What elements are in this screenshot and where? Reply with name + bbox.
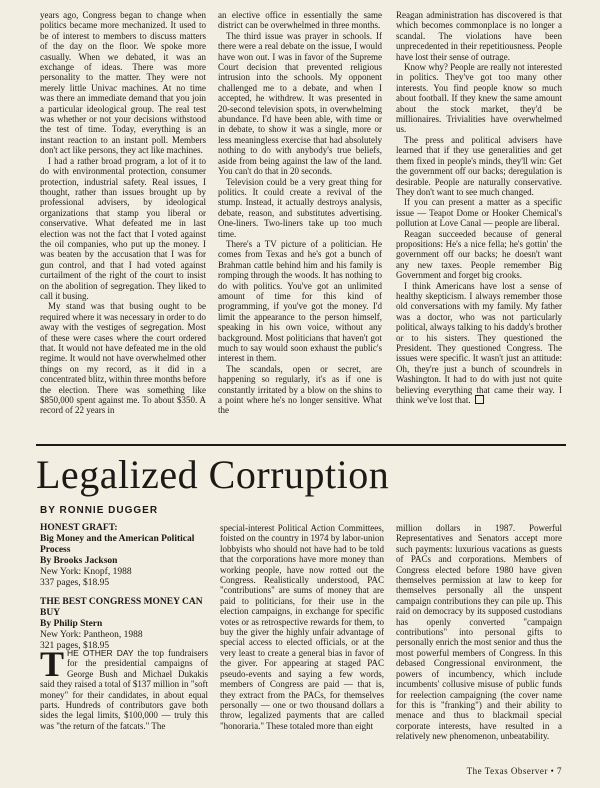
article-paragraph: There's a TV picture of a politician. He comes from Texas and he's got a bunch of Brahman cattle behind him and his family is romping through the woods. It has nothing to do with politics. You've got an unlimited amount of time for this kind of programming, if you've got the money. I'd limit the appearance to the person himself, speaking in his own voice, without any background. Most politicians that haven't got much to say would soon exhaust the public's interest in them. (218, 238, 382, 364)
book-author: By Brooks Jackson (40, 556, 118, 566)
continued-text-column-2 (218, 10, 382, 440)
article-paragraph: I had a rather broad program, a lot of it to do with environmental protection, consumer protection, industrial safety. Real issues, I thought, rather than issues brought up by professional advisers, by ideological organizations that stamp you liberal or conservative. What defeated me in last election was not the fact that I voted against the oil companies, who put up the money. I was beaten by the accusation that I was for gun control, and that I had voted against curtailment of the right of the court to insist on the abolition of segregation. They liked to call it busing. (40, 155, 206, 301)
article-text-column-2 (220, 523, 384, 763)
book-pages-price: 321 pages, $18.95 (40, 641, 110, 651)
article-paragraph: If you can present a matter as a specific issue — Teapot Dome or Hooker Chemical's pollution at Love Canal — people are liberal. (396, 197, 562, 229)
article-headline: Legalized Corruption (36, 452, 390, 497)
end-of-story-mark (475, 395, 484, 404)
book-publisher: New York: Pantheon, 1988 (40, 630, 143, 640)
book-subtitle: Big Money and the American Political Process (40, 534, 195, 555)
opening-paragraph: the top fundraisers for the presidential campaigns of George Bush and Michael Dukakis said they raised a total of $137 million in "soft money" for their candidates, in about equal parts. Hundreds of contributors gave both sides the legal limits, $100,000 — truly this was "the return of the fatcats." The (40, 648, 208, 731)
article-paragraph: an elective office in essentially the same district can be overwhelmed in three months. (218, 10, 382, 31)
article-byline: BY RONNIE DUGGER (40, 505, 159, 516)
continued-text-column-3 (396, 10, 562, 440)
book-author: By Philip Stern (40, 619, 103, 629)
book-title: HONEST GRAFT: (40, 523, 118, 533)
article-paragraph: million dollars in 1987. Powerful Representatives and Senators accept more such payments: luxurious vacations as guests of PACs and corporations. Members of Congress elected before 1980 have given themselves permission at law to keep for themselves personally all the unspent campaign contributions they can pile up. This raid on democracy by its supposed custodians has openly converted "campaign contributions" into personal gifts to personally enrich the most senior and thus the most powerful members of Congress. In this debased Congressional environment, the powers of incumbency, which include incumbents' collusive misuse of public funds for reelection campaigning (the cover name for this is "franking") and their ability to menace and thus to blackmail special corporate interests, have resulted in a relatively new phenomenon, unbeatability. (396, 523, 562, 742)
section-divider-rule (36, 444, 566, 446)
article-paragraph: The third issue was prayer in schools. If there were a real debate on the issue, I would have won out. I was in favor of the Supreme Court decision that prevented religious intrusion into the schools. My opponent challenged me to a debate, and when I accepted, he withdrew. It was presented in 20-second television spots, in overwhelming abundance. I'd have been able, with time or in debate, to show it was a single, more or less meaningless exercise that had absolutely nothing to do with anybody's true beliefs, aside from being against the law of the land. You can't do that in 20 seconds. (218, 30, 382, 177)
book-review-listings (40, 523, 208, 660)
continued-text-column-1 (40, 10, 206, 440)
article-paragraph: Television could be a very great thing for politics. It could create a revival of the stump. Instead, it actually destroys analysis, debate, reason, and substitutes advertising. One-liners. Two-liners take up too much time. (218, 176, 382, 239)
article-paragraph: years ago, Congress began to change when politics became more mechanized. It used to be of interest to members to discuss matters of the day on the floor. We spoke more casually. When we debated, it was an exchange of ideas. There was more personality to the matter. They were not merely little Univac machines. At no time was there an immediate demand that you join a particular ideological group. The real test was whether or not your decisions withstood the test of time. Today, everything is an instant reaction to an instant poll. Members don't act like persons, they act like machines. (40, 10, 206, 156)
book-entry (40, 523, 208, 589)
article-paragraph: Reagan succeeded because of general propositions: He's a nice fella; he's gottin' the government off our backs; he doesn't want any new taxes. People remember Big Government and forget big crooks. (396, 228, 562, 281)
book-pages-price: 337 pages, $18.95 (40, 578, 110, 588)
book-title: THE BEST CONGRESS MONEY CAN BUY (40, 597, 203, 618)
article-paragraph: special-interest Political Action Committees, foisted on the country in 1974 by labor-union lobbyists who should not have had to be told that the corporations have more money than working people, have now rotted out the Congress. Realistically understood, PAC "contributions" are sums of money that are paid to politicians, for their use in the election campaigns, in exchange for specific votes or as retrospective rewards for them, to buy the giver the highly unfair advantage of special access to elected officials, or at the very least to create a general bias in favor of the giver. For appearing at staged PAC pseudo-events and saying a few words, members of Congress are paid — that is, they extract from the PACs, for themselves personally — one or two thousand dollars a throw, legalized payments that are called "honoraria." These totaled more than eight (220, 523, 384, 731)
article-paragraph: Reagan administration has discovered is that which becomes commonplace is no longer a scandal. The violations have been unprecedented in their repetitiousness. People have lost their sense of outrage. (396, 10, 562, 62)
drop-cap: T (40, 648, 65, 684)
article-paragraph: Know why? People are really not interested in politics. They've got too many other interests. You find people know so much about football. If they knew the same amount about the stock market, they'd be millionaires. Trivialities have overwhelmed us. (396, 62, 562, 135)
article-paragraph: I think Americans have lost a sense of healthy skepticism. I always remember those old conversations with my family. My father was a doctor, who was not particularly political, always talking to his daddy's brother or to his sisters. They questioned the President. They questioned Congress. The issues were specific. It wasn't just an attitude: Oh, they're just a bunch of scoundrels in Washington. It had to do with just not quite believing everything that came their way. I think we've lost that. (396, 280, 562, 406)
article-paragraph: The scandals, open or secret, are happening so regularly, it's as if one is constantly irritated by a blow on the shins to a point where he's no longer sensitive. What the (218, 363, 382, 416)
lead-in: HE OTHER DAY (67, 648, 134, 658)
article-paragraph: My stand was that busing ought to be required where it was necessary in order to do away with the vestiges of segregation. Most of these were cases where the court ordered that. It would not have defeated me in the old regime. It would not have overwhelmed other things on my record, as it did in a concentrated blitz, within three months before the election. There was something like $850,000 spent against me. To about $350. A record of 22 years in (40, 301, 206, 416)
book-publisher: New York: Knopf, 1988 (40, 567, 132, 577)
book-entry (40, 597, 208, 652)
page-footer: The Texas Observer • 7 (466, 766, 562, 776)
article-paragraph: The press and political advisers have learned that if they use generalities and get them fixed in people's minds, they'll win: Get the government off our backs; deregulation is desirable. People are naturally conservative. They don't want to see much changed. (396, 134, 562, 197)
article-text-column-1 (40, 648, 208, 760)
article-text-column-3 (396, 523, 562, 763)
